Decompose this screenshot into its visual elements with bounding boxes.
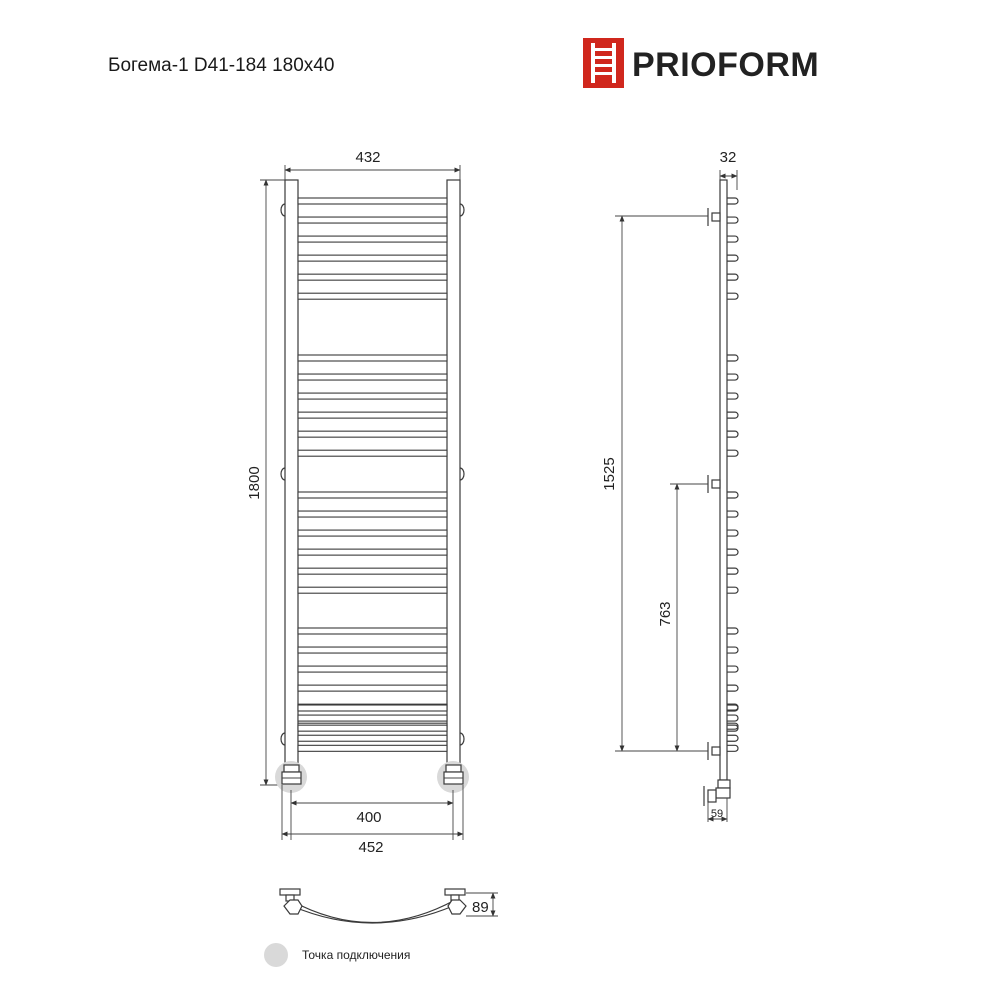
crossbar bbox=[298, 450, 447, 456]
crossbar bbox=[298, 725, 447, 731]
brand-logo bbox=[583, 38, 819, 88]
crossbar bbox=[298, 293, 447, 299]
crossbar bbox=[298, 735, 447, 741]
side-bar bbox=[727, 492, 738, 498]
crossbars bbox=[298, 198, 447, 751]
connection-point-swatch bbox=[264, 943, 288, 967]
crossbar bbox=[298, 412, 447, 418]
side-bar bbox=[727, 450, 738, 456]
side-view bbox=[601, 149, 738, 822]
crossbar bbox=[298, 705, 447, 711]
crossbar bbox=[298, 492, 447, 498]
side-bar bbox=[727, 587, 738, 593]
side-bar bbox=[727, 530, 738, 536]
side-bar bbox=[727, 628, 738, 634]
crossbar bbox=[298, 587, 447, 593]
dim-depth: 32 bbox=[719, 149, 737, 166]
side-bar bbox=[727, 274, 738, 280]
model-title: Богема-1 D41-184 180x40 bbox=[108, 55, 335, 76]
crossbar bbox=[298, 549, 447, 555]
dim-mount-height-top: 1525 bbox=[601, 457, 618, 491]
side-bar bbox=[727, 511, 738, 517]
dim-connector-depth: 59 bbox=[710, 808, 724, 820]
side-bar bbox=[727, 723, 738, 729]
side-bar bbox=[727, 745, 738, 751]
wall-brackets bbox=[281, 204, 464, 745]
brand-name: PRIOFORM bbox=[632, 46, 820, 84]
legend bbox=[264, 943, 410, 967]
dim-width-bottom: 452 bbox=[358, 839, 384, 856]
side-bar bbox=[727, 647, 738, 653]
side-bar bbox=[727, 715, 738, 721]
crossbar bbox=[298, 745, 447, 751]
crossbar bbox=[298, 393, 447, 399]
side-bars bbox=[727, 198, 738, 751]
dim-top-depth: 89 bbox=[472, 899, 489, 916]
crossbar bbox=[298, 374, 447, 380]
connector-fittings bbox=[282, 765, 463, 784]
side-bar bbox=[727, 568, 738, 574]
crossbar bbox=[298, 568, 447, 574]
side-wall-brackets bbox=[708, 208, 720, 760]
crossbar bbox=[298, 715, 447, 721]
crossbar bbox=[298, 198, 447, 204]
side-bar bbox=[727, 198, 738, 204]
side-bar bbox=[727, 725, 738, 731]
crossbar bbox=[298, 666, 447, 672]
side-bar bbox=[727, 255, 738, 261]
crossbar bbox=[298, 685, 447, 691]
crossbar bbox=[298, 355, 447, 361]
side-bar bbox=[727, 217, 738, 223]
crossbar bbox=[298, 530, 447, 536]
crossbar bbox=[298, 274, 447, 280]
front-view bbox=[246, 149, 469, 856]
crossbar bbox=[298, 431, 447, 437]
left-rail bbox=[285, 180, 298, 765]
side-rail bbox=[720, 180, 727, 780]
side-bar bbox=[727, 393, 738, 399]
top-view bbox=[280, 889, 498, 923]
legend-label: Точка подключения bbox=[302, 948, 411, 962]
side-bar bbox=[727, 549, 738, 555]
dim-width-top: 432 bbox=[355, 149, 381, 166]
side-bar bbox=[727, 735, 738, 741]
dim-mount-height-mid: 763 bbox=[657, 601, 674, 627]
side-bar bbox=[727, 685, 738, 691]
side-bar bbox=[727, 236, 738, 242]
crossbar bbox=[298, 647, 447, 653]
ladder-radiator-icon bbox=[583, 38, 624, 88]
side-bar bbox=[727, 293, 738, 299]
crossbar bbox=[298, 255, 447, 261]
dim-height: 1800 bbox=[246, 466, 263, 500]
dim-connection-spacing: 400 bbox=[356, 809, 382, 826]
crossbar bbox=[298, 217, 447, 223]
crossbar bbox=[298, 628, 447, 634]
crossbar bbox=[298, 511, 447, 517]
right-rail bbox=[447, 180, 460, 765]
side-bar bbox=[727, 355, 738, 361]
side-bar bbox=[727, 431, 738, 437]
side-bar bbox=[727, 374, 738, 380]
side-bar bbox=[727, 666, 738, 672]
side-bar bbox=[727, 412, 738, 418]
crossbar bbox=[298, 236, 447, 242]
